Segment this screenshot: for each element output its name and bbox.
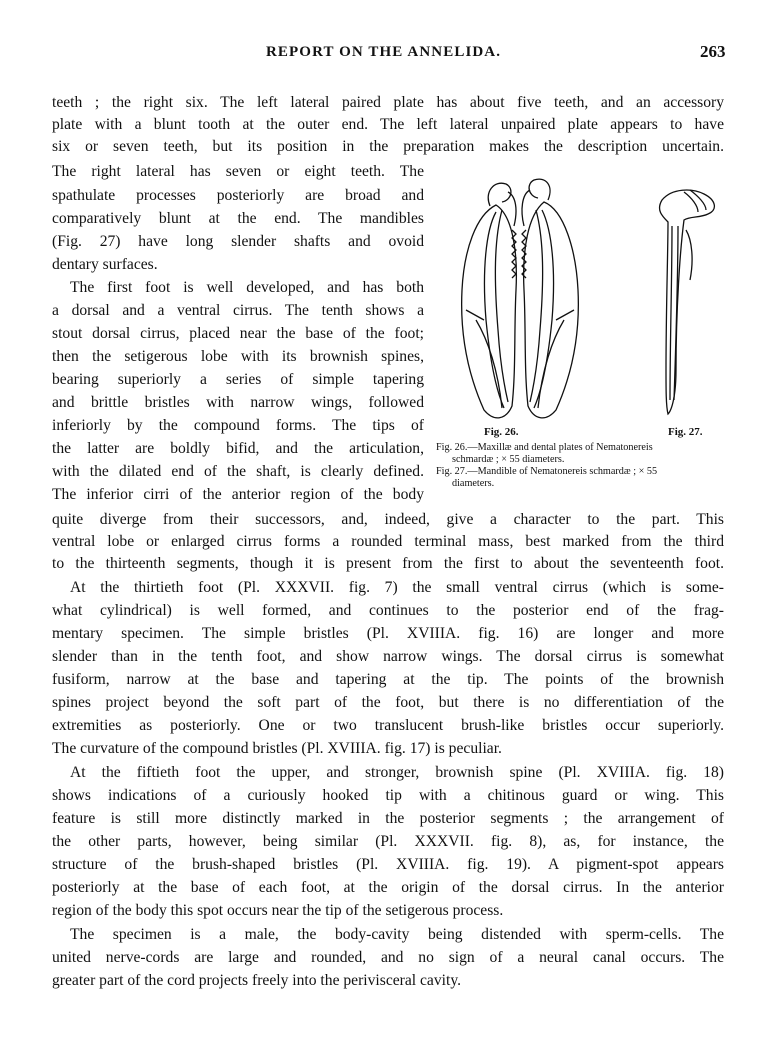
body-line: then the setigerous lobe with its brownish spines, [52, 348, 424, 365]
body-line: teeth ; the right six. The left lateral paired plate has about five teeth, and an accessory [52, 94, 724, 111]
body-line: what cylindrical) is well formed, and continues to the posterior end of the frag- [52, 602, 724, 619]
body-line: The specimen is a male, the body-cavity being distended with sperm-cells. The [70, 926, 724, 943]
maxillae-illustration [436, 170, 728, 430]
figure-caption [436, 442, 728, 490]
body-line: greater part of the cord projects freely into the perivisceral cavity. [52, 972, 462, 989]
body-line: spathulate processes posteriorly are broad and [52, 187, 424, 204]
body-line: to the thirteenth segments, though it is present from the first to about the seventeenth foot. [52, 555, 724, 572]
body-line: bearing superiorly a series of simple tapering [52, 371, 424, 388]
body-line: plate with a blunt tooth at the outer end. The left lateral unpaired plate appears to have [52, 116, 724, 133]
caption-line: Fig. 26.—Maxillæ and dental plates of Nematonereis [436, 442, 653, 453]
body-line: region of the body this spot occurs near the tip of the setigerous process. [52, 902, 504, 919]
body-line: shows indications of a curiously hooked tip with a chitinous guard or wing. This [52, 787, 724, 804]
caption-line: schmardæ ; × 55 diameters. [452, 454, 565, 465]
body-line: mentary specimen. The simple bristles (Pl. XVIIIA. fig. 16) are longer and more [52, 625, 724, 642]
caption-line: diameters. [452, 478, 495, 489]
body-line: stout dorsal cirrus, placed near the base of the foot; [52, 325, 424, 342]
body-line: feature is still more distinctly marked in the posterior segments ; the arrangement of [52, 810, 724, 827]
body-line: The inferior cirri of the anterior region of the body [52, 486, 424, 503]
body-line: spines project beyond the soft part of the foot, but there is no differentiation of the [52, 694, 724, 711]
body-line: The curvature of the compound bristles (Pl. XVIIIA. fig. 17) is peculiar. [52, 740, 502, 757]
body-line: with the dilated end of the shaft, is clearly defined. [52, 463, 424, 480]
fig26-label: Fig. 26. [484, 426, 519, 438]
body-line: dentary surfaces. [52, 256, 158, 273]
body-line: a dorsal and a ventral cirrus. The tenth shows a [52, 302, 424, 319]
body-line: The first foot is well developed, and has both [70, 279, 424, 296]
body-line: structure of the brush-shaped bristles (Pl. XVIIIA. fig. 19). A pigment-spot appears [52, 856, 724, 873]
caption-line: Fig. 27.—Mandible of Nematonereis schmardæ ; × 55 [436, 466, 658, 477]
body-line: ventral lobe or enlarged cirrus forms a rounded terminal mass, best marked from the third [52, 533, 724, 550]
page-number: 263 [700, 42, 726, 61]
body-line: inferiorly by the compound forms. The tips of [52, 417, 424, 434]
body-line: the other parts, however, being similar (Pl. XXXVII. fig. 8), as, for instance, the [52, 833, 724, 850]
body-line: posteriorly at the base of each foot, at the origin of the dorsal cirrus. In the anterior [52, 879, 724, 896]
fig26-drawing [462, 179, 579, 418]
body-line: The right lateral has seven or eight teeth. The [52, 163, 424, 180]
body-line: and brittle bristles with narrow wings, followed [52, 394, 424, 411]
body-line: extremities as posteriorly. One or two translucent brush-like bristles occur superiorly. [52, 717, 724, 734]
fig27-drawing [660, 190, 715, 414]
body-line: fusiform, narrow at the base and tapering at the tip. The points of the brownish [52, 671, 724, 688]
body-line: comparatively blunt at the end. The mandibles [52, 210, 424, 227]
body-line: the latter are boldly bifid, and the articulation, [52, 440, 424, 457]
running-title: REPORT ON THE ANNELIDA. [266, 44, 502, 60]
body-line: united nerve-cords are large and rounded, and no sign of a neural canal occurs. The [52, 949, 724, 966]
body-line: At the fiftieth foot the upper, and stronger, brownish spine (Pl. XVIIIA. fig. 18) [70, 764, 724, 781]
body-line: slender than in the tenth foot, and show narrow wings. The dorsal cirrus is somewhat [52, 648, 724, 665]
body-line: quite diverge from their successors, and, indeed, give a character to the part. This [52, 511, 724, 528]
figure-block [436, 170, 728, 500]
body-line: (Fig. 27) have long slender shafts and ovoid [52, 233, 424, 250]
body-line: six or seven teeth, but its position in the preparation makes the description uncertain. [52, 138, 724, 155]
fig27-label: Fig. 27. [668, 426, 703, 438]
body-line: At the thirtieth foot (Pl. XXXVII. fig. 7) the small ventral cirrus (which is some- [70, 579, 724, 596]
